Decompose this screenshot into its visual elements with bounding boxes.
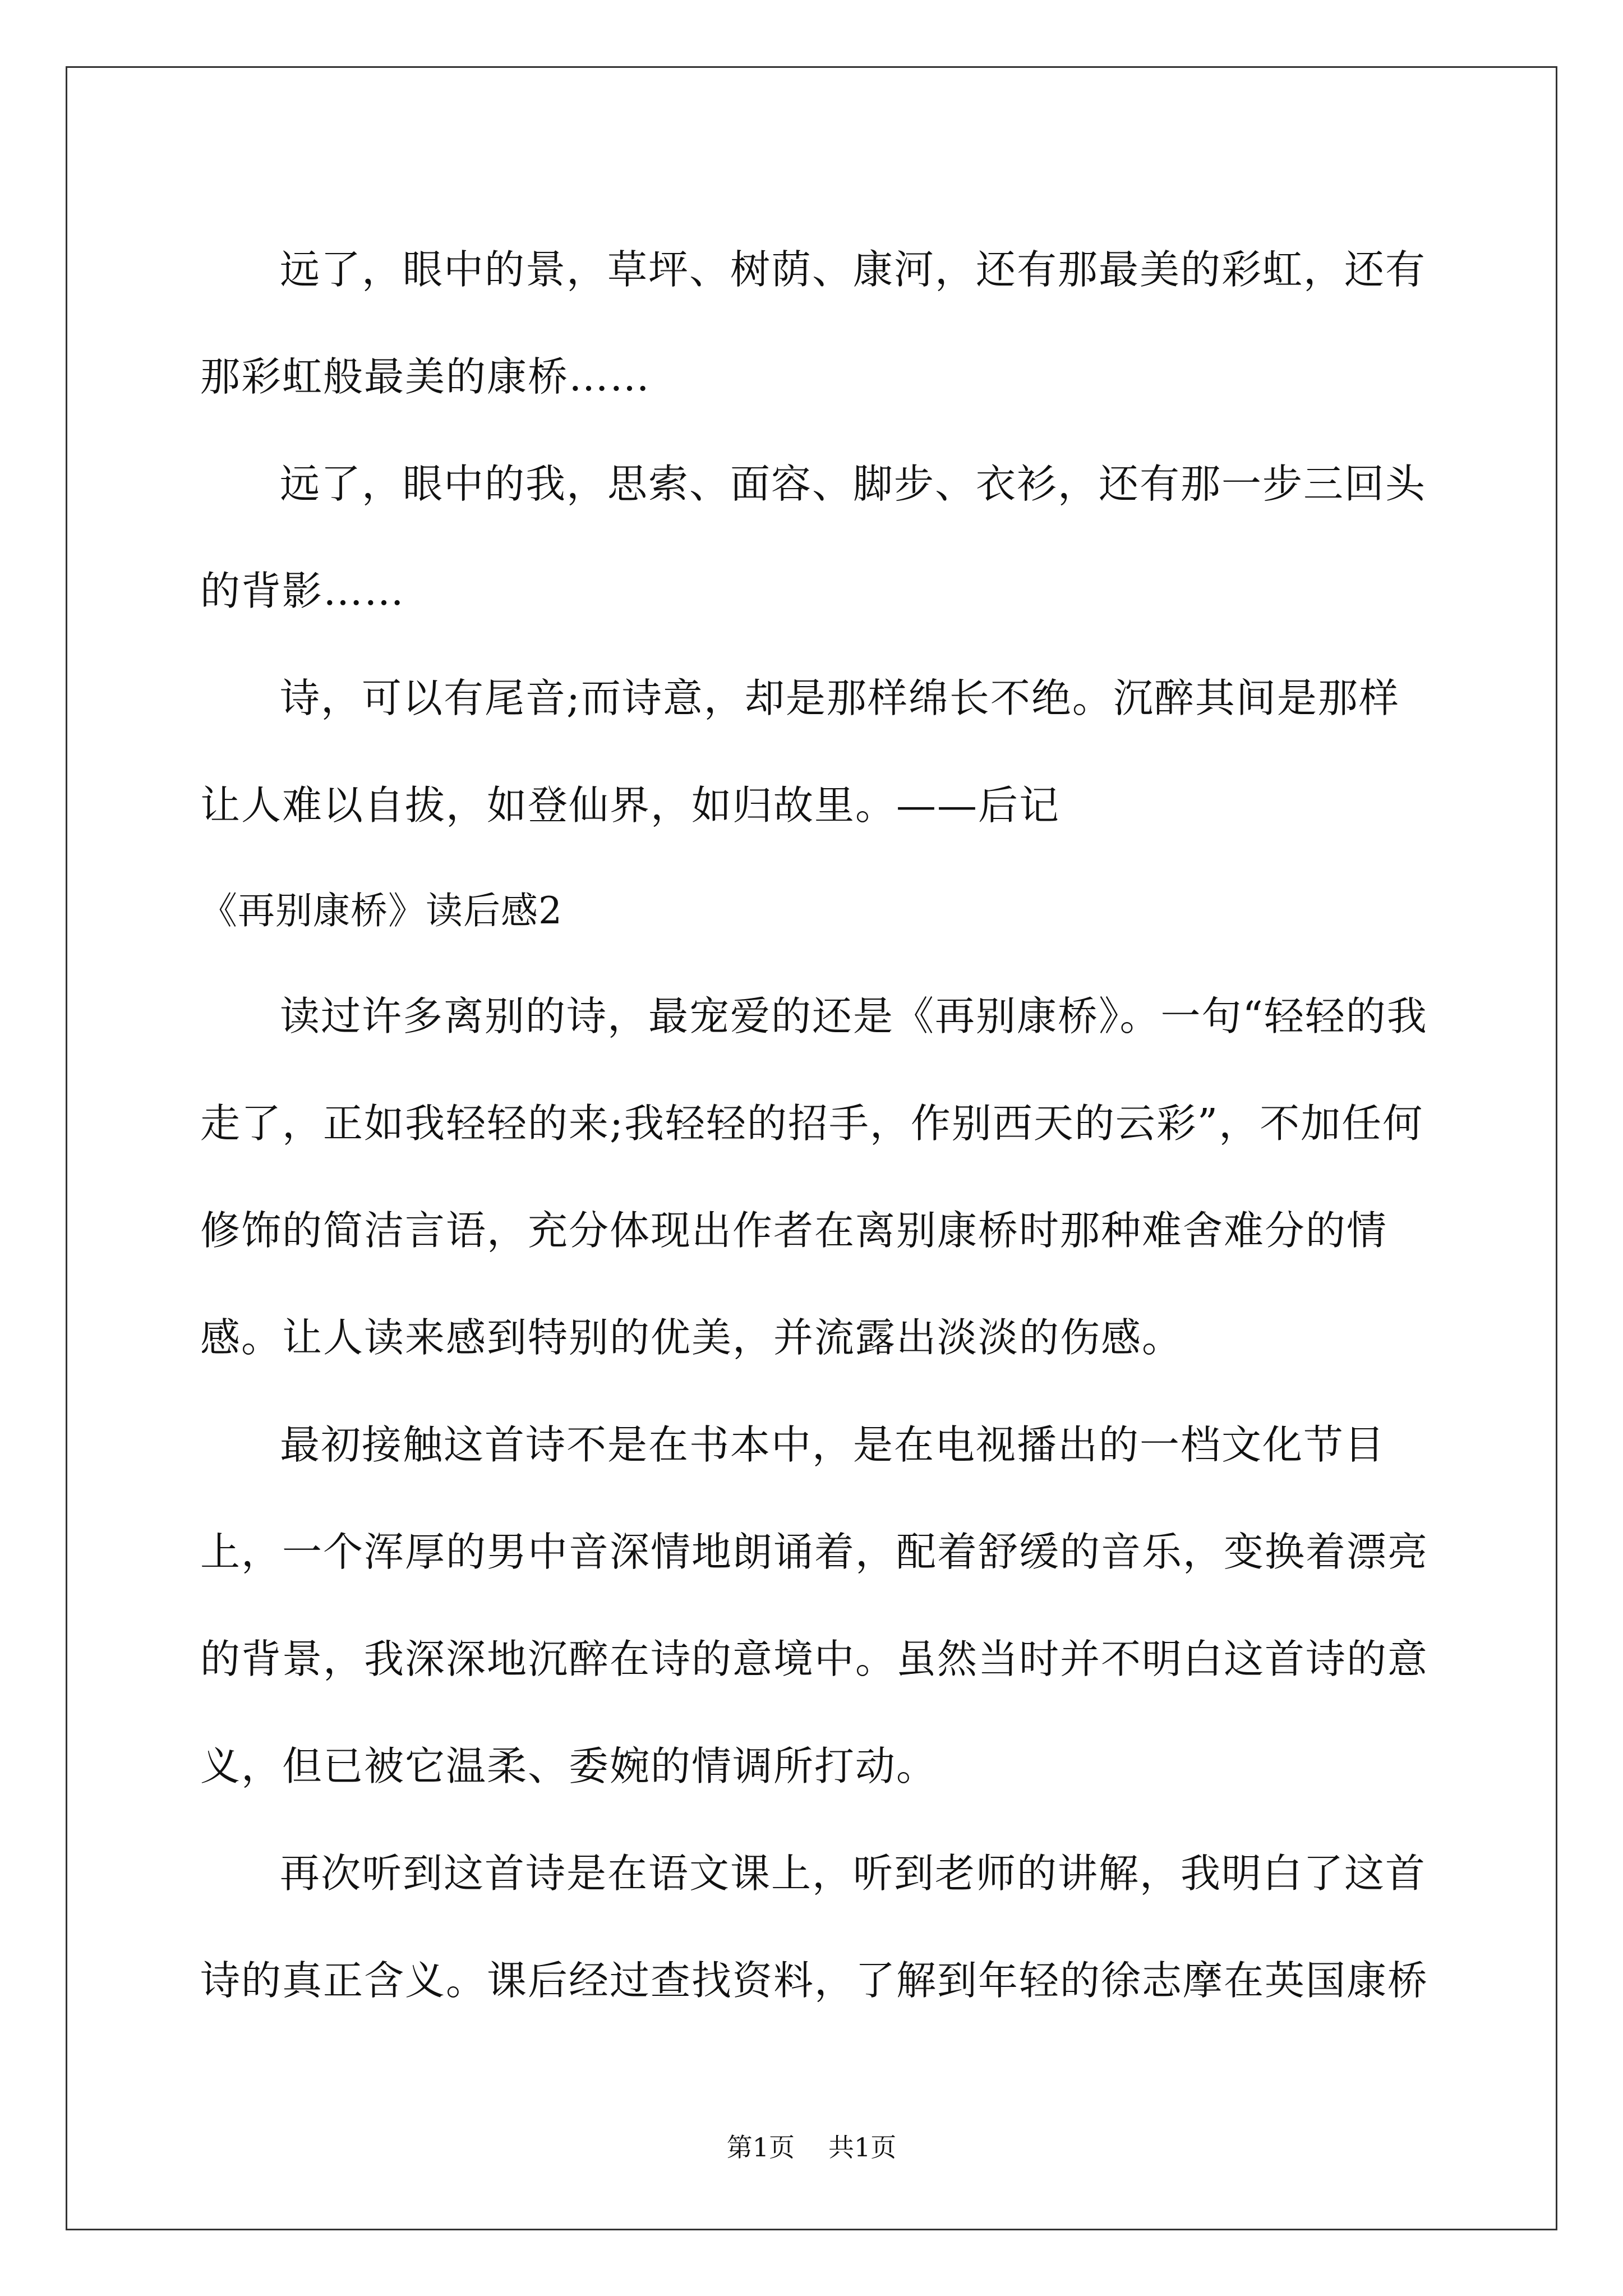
paragraph: 远了，眼中的景，草坪、树荫、康河，还有那最美的彩虹，还有那彩虹般最美的康桥…… xyxy=(200,246,1427,400)
paragraph: 诗，可以有尾音;而诗意，却是那样绵长不绝。沉醉其间是那样让人难以自拔，如登仙界，如归故里。——后记 xyxy=(200,675,1400,829)
page-number: 第1页 xyxy=(726,2132,795,2162)
document-body xyxy=(200,216,1434,2034)
paragraph: 远了，眼中的我，思索、面容、脚步、衣衫，还有那一步三回头的背影…… xyxy=(200,461,1427,614)
page-total: 共1页 xyxy=(828,2132,897,2162)
page-footer xyxy=(0,2131,1623,2164)
paragraph: 读过许多离别的诗，最宠爱的还是《再别康桥》。一句“轻轻的我走了，正如我轻轻的来;我轻轻的招手，作别西天的云彩”，不加任何修饰的简洁言语，充分体现出作者在离别康桥时那种难舍难分的情感。让人读来感到特别的优美，并流露出淡淡的伤感。 xyxy=(200,993,1428,1361)
paragraph: 再次听到这首诗是在语文课上，听到老师的讲解，我明白了这首诗的真正含义。课后经过查找资料，了解到年轻的徐志摩在英国康桥 xyxy=(200,1850,1429,2004)
section-title: 《再别康桥》读后感2 xyxy=(200,889,562,932)
paragraph: 最初接触这首诗不是在书本中，是在电视播出的一档文化节目上，一个浑厚的男中音深情地朗诵着，配着舒缓的音乐，变换着漂亮的背景，我深深地沉醉在诗的意境中。虽然当时并不明白这首诗的意义，但已被它温柔、委婉的情调所打动。 xyxy=(200,1421,1429,1789)
